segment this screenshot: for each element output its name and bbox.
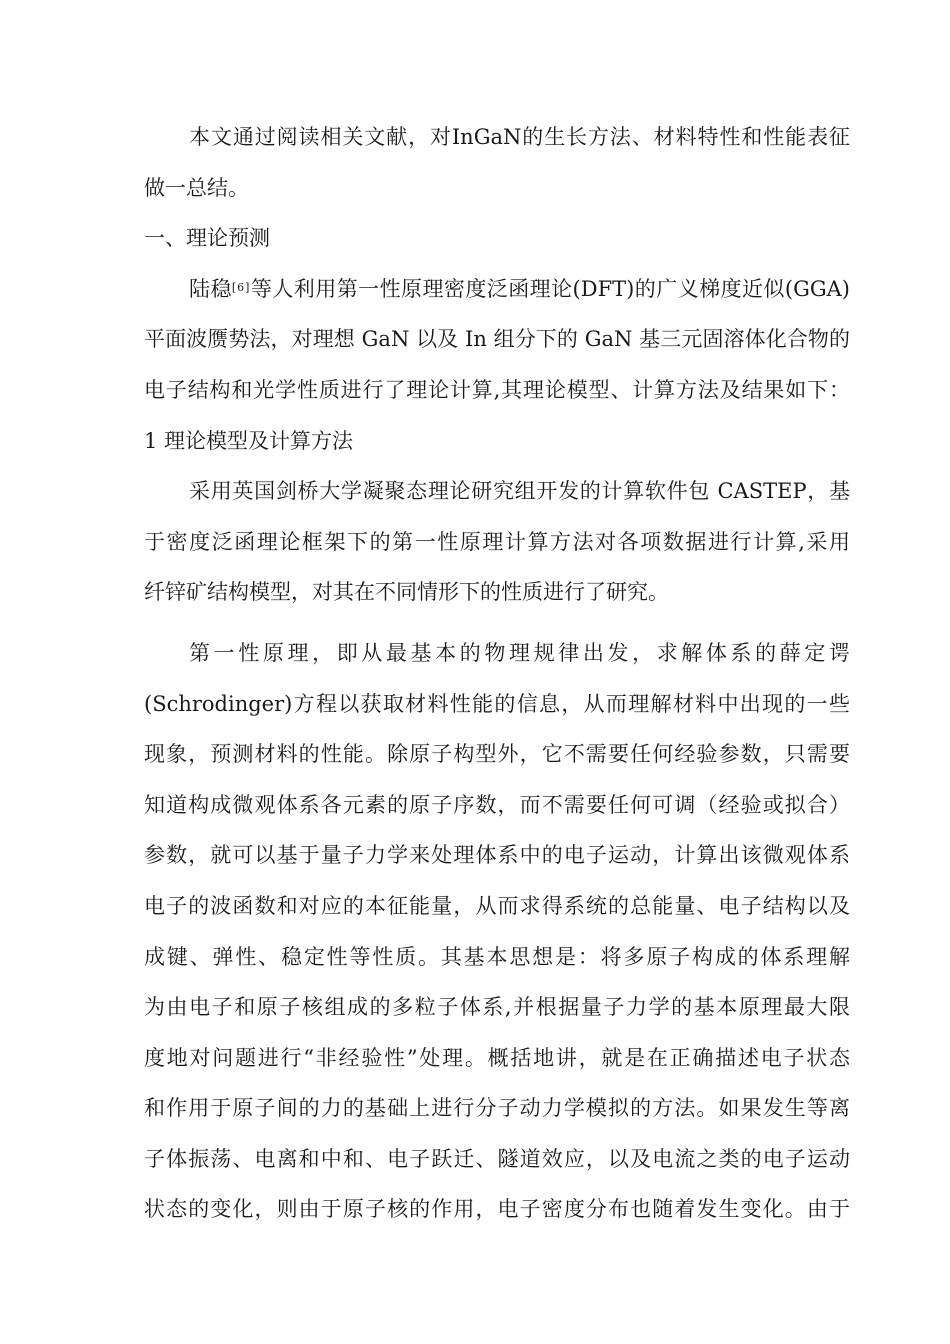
paragraph-gap bbox=[144, 618, 850, 628]
luwen-line-1-rest: 等人利用第一性原理密度泛函理论(DFT)的广义梯度近似(GGA) bbox=[250, 276, 850, 301]
fp-line-11: 子体振荡、电离和中和、电子跃迁、隧道效应，以及电流之类的电子运动 bbox=[144, 1146, 850, 1171]
fp-line-7: 成键、弹性、稳定性等性质。其基本思想是：将多原子构成的体系理解 bbox=[144, 944, 850, 969]
fp-line-5: 参数，就可以基于量子力学来处理体系中的电子运动，计算出该微观体系 bbox=[144, 843, 850, 868]
citation-marker: [6] bbox=[231, 280, 251, 294]
fp-line-12: 状态的变化，则由于原子核的作用，电子密度分布也随着发生变化。由于 bbox=[144, 1197, 850, 1222]
castep-line-2: 于密度泛函理论框架下的第一性原理计算方法对各项数据进行计算,采用 bbox=[144, 529, 850, 554]
fp-line-1: 第一性原理，即从最基本的物理规律出发，求解体系的薛定谔 bbox=[189, 640, 850, 665]
fp-line-9: 度地对问题进行“非经验性”处理。概括地讲，就是在正确描述电子状态 bbox=[144, 1045, 850, 1070]
intro-line-2: 做一总结。 bbox=[144, 175, 249, 200]
document-page bbox=[144, 112, 850, 1235]
fp-line-8: 为由电子和原子核组成的多粒子体系,并根据量子力学的基本原理最大限 bbox=[144, 995, 850, 1020]
luwen-line-3: 电子结构和光学性质进行了理论计算,其理论模型、计算方法及结果如下： bbox=[144, 377, 850, 402]
fp-line-10: 和作用于原子间的力的基础上进行分子动力学模拟的方法。如果发生等离 bbox=[144, 1096, 850, 1121]
fp-line-3: 现象，预测材料的性能。除原子构型外，它不需要任何经验参数，只需要 bbox=[144, 742, 850, 767]
fp-line-2: (Schrodinger)方程以获取材料性能的信息，从而理解材料中出现的一些 bbox=[144, 691, 850, 716]
section-heading: 一、理论预测 bbox=[144, 226, 270, 251]
fp-line-4: 知道构成微观体系各元素的原子序数，而不需要任何可调（经验或拟合） bbox=[144, 792, 850, 817]
luwen-line-2: 平面波赝势法，对理想 GaN 以及 In 组分下的 GaN 基三元固溶体化合物的 bbox=[144, 327, 850, 352]
author-name: 陆稳 bbox=[189, 276, 232, 301]
castep-line-3: 纤锌矿结构模型，对其在不同情形下的性质进行了研究。 bbox=[144, 580, 669, 605]
intro-line-1: 本文通过阅读相关文献，对InGaN的生长方法、材料特性和性能表征 bbox=[189, 125, 850, 149]
fp-line-6: 电子的波函数和对应的本征能量，从而求得系统的总能量、电子结构以及 bbox=[144, 893, 850, 918]
subsection-heading: 1 理论模型及计算方法 bbox=[144, 428, 354, 453]
luwen-line-1 bbox=[144, 264, 850, 315]
castep-line-1: 采用英国剑桥大学凝聚态理论研究组开发的计算软件包 CASTEP，基 bbox=[189, 479, 850, 504]
